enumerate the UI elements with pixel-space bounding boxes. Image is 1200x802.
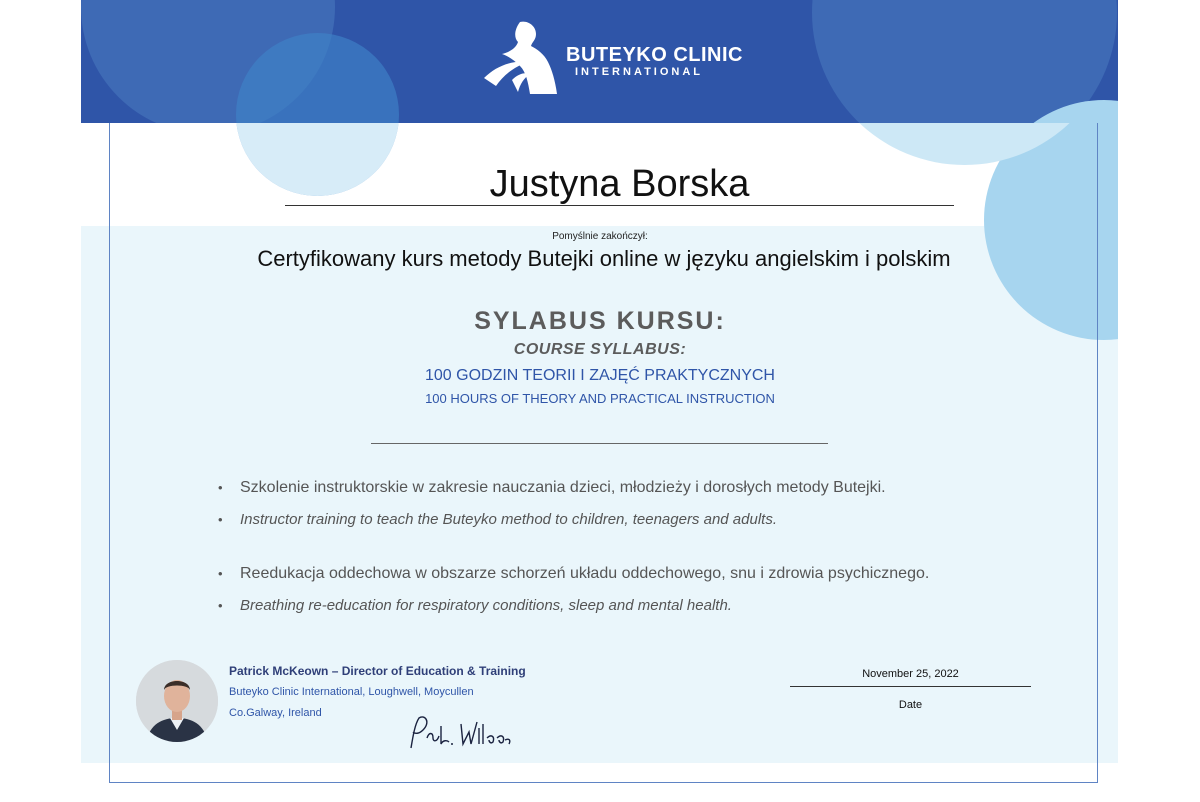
date-label: Date	[898, 699, 923, 711]
brand-name: BUTEYKO CLINIC	[566, 44, 743, 66]
signatory-name: Patrick McKeown – Director of Education & Training	[229, 664, 526, 678]
brand-subtitle: INTERNATIONAL	[575, 66, 704, 78]
avatar	[136, 660, 218, 742]
certificate-date: November 25, 2022	[862, 668, 959, 680]
handwritten-signature	[405, 714, 513, 754]
bullet-marker: •	[218, 512, 223, 527]
name-underline	[285, 205, 954, 206]
syllabus-title: SYLABUS KURSU:	[474, 307, 726, 335]
bullet-marker: •	[218, 480, 223, 495]
signatory-address: Buteyko Clinic International, Loughwell, Moycullen	[229, 686, 474, 698]
hours-polish: 100 GODZIN TEORII I ZAJĘĆ PRAKTYCZNYCH	[425, 367, 775, 384]
section-divider	[371, 443, 828, 444]
bullet-item: Reedukacja oddechowa w obszarze schorzeń układu oddechowego, snu i zdrowia psychicznego.	[240, 565, 930, 582]
bullet-item: Szkolenie instruktorskie w zakresie nauczania dzieci, młodzieży i dorosłych metody Butejki.	[240, 479, 886, 496]
bullet-item: Instructor training to teach the Buteyko method to children, teenagers and adults.	[240, 511, 777, 528]
right-side-mask	[1118, 0, 1200, 802]
completion-label: Pomyślnie zakończył:	[552, 231, 648, 242]
syllabus-subtitle: COURSE SYLLABUS:	[513, 341, 687, 358]
course-title: Certyfikowany kurs metody Butejki online w języku angielskim i polskim	[257, 246, 951, 271]
recipient-name: Justyna Borska	[489, 163, 750, 205]
bullet-marker: •	[218, 566, 223, 581]
bullet-item: Breathing re-education for respiratory conditions, sleep and mental health.	[240, 597, 732, 614]
hours-english: 100 HOURS OF THEORY AND PRACTICAL INSTRUCTION	[425, 391, 775, 406]
bullet-marker: •	[218, 598, 223, 613]
date-underline	[790, 686, 1031, 687]
signatory-address: Co.Galway, Ireland	[229, 707, 322, 719]
certificate-frame	[109, 123, 1098, 783]
